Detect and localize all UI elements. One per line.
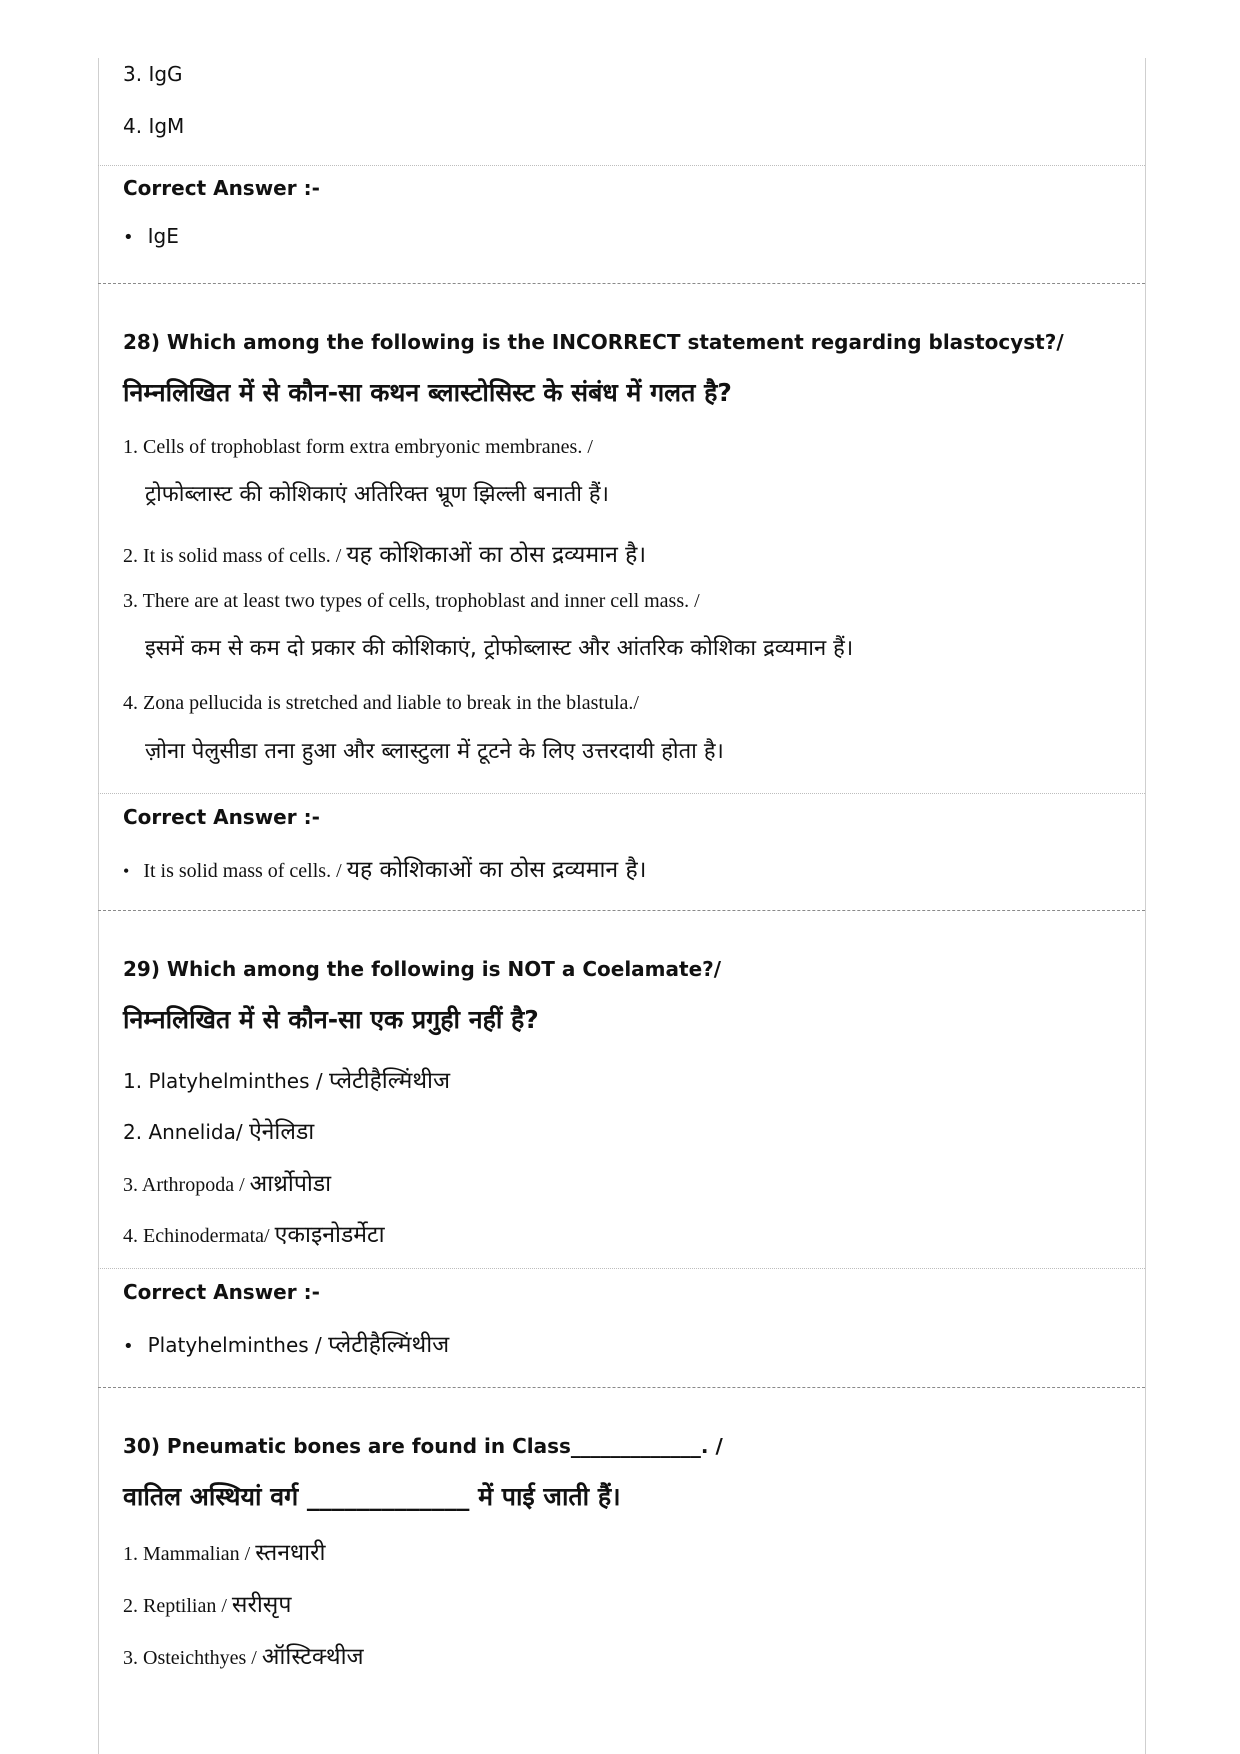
q30-option-3-hindi: ऑस्टिक्थीज [261,1644,364,1670]
q30-option-2-en: 2. Reptilian / [123,1595,227,1617]
q28-correct-answer-hindi: यह कोशिकाओं का ठोस द्रव्यमान है। [346,857,647,883]
q29-option-4-hindi: एकाइनोडर्मेटा [274,1222,385,1248]
q29-option-2-en: 2. Annelida/ [123,1120,243,1144]
question-separator [98,910,1145,911]
q28-correct-answer-label: Correct Answer :- [123,805,320,829]
q27-correct-answer-text: IgE [147,224,179,248]
q29-option-2-hindi: ऐनेलिडा [248,1119,315,1145]
q28-option-4: 4. Zona pellucida is stretched and liable to break in the blastula./ [123,692,639,714]
q28-correct-answer [123,852,646,884]
question-page [98,0,1145,1754]
q29-option-1 [123,1063,450,1095]
q29-correct-answer-hindi: प्लेटीहैल्मिंथीज [328,1332,450,1358]
q29-correct-answer-label: Correct Answer :- [123,1280,320,1304]
q28-option-3-hindi: इसमें कम से कम दो प्रकार की कोशिकाएं, ट्रोफोब्लास्ट और आंतरिक कोशिका द्रव्यमान हैं। [145,636,854,661]
divider [98,165,1145,166]
q30-option-1-hindi: स्तनधारी [255,1540,326,1566]
q30-title-hindi: वातिल अस्थियां वर्ग _____________ में पाई जाती हैं। [123,1482,621,1511]
divider [98,1268,1145,1269]
q27-option-4: 4. IgM [123,114,185,138]
q27-correct-answer-label: Correct Answer :- [123,176,320,200]
q30-title: 30) Pneumatic bones are found in Class_____________. / [123,1434,723,1458]
q28-option-2 [123,537,646,569]
q30-option-1-en: 1. Mammalian / [123,1543,251,1565]
q27-correct-answer [123,224,179,248]
q30-option-1 [123,1535,326,1567]
q29-correct-answer [123,1327,449,1359]
q30-option-3 [123,1639,364,1671]
q29-option-3 [123,1166,331,1198]
q29-option-4-en: 4. Echinodermata/ [123,1225,270,1247]
q28-option-2-hindi: यह कोशिकाओं का ठोस द्रव्यमान है। [346,542,647,568]
q29-option-1-en: 1. Platyhelminthes / [123,1069,323,1093]
question-separator [98,283,1145,284]
q29-option-3-en: 3. Arthropoda / [123,1174,245,1196]
q29-correct-answer-en: Platyhelminthes / [147,1333,322,1357]
q28-correct-answer-en: It is solid mass of cells. / [143,860,342,882]
q28-option-1-hindi: ट्रोफोब्लास्ट की कोशिकाएं अतिरिक्त भ्रूण झिल्ली बनाती हैं। [145,482,609,507]
q28-option-1: 1. Cells of trophoblast form extra embryonic membranes. / [123,436,593,458]
q28-option-2-en: 2. It is solid mass of cells. / [123,545,342,567]
q30-option-3-en: 3. Osteichthyes / [123,1647,257,1669]
q29-title-hindi: निम्नलिखित में से कौन-सा एक प्रगुही नहीं है? [123,1005,539,1034]
page-border-right [1145,58,1146,1754]
q30-option-2-hindi: सरीसृप [231,1592,292,1618]
question-separator [98,1387,1145,1388]
q30-option-2 [123,1587,291,1619]
q29-title: 29) Which among the following is NOT a Coelamate?/ [123,957,722,981]
q29-option-3-hindi: आर्थ्रोपोडा [249,1171,332,1197]
q28-title: 28) Which among the following is the INCORRECT statement regarding blastocyst?/ [123,330,1064,354]
divider [98,793,1145,794]
q29-option-1-hindi: प्लेटीहैल्मिंथीज [328,1068,451,1094]
q28-option-3: 3. There are at least two types of cells, trophoblast and inner cell mass. / [123,590,700,612]
q29-option-2 [123,1114,314,1146]
q27-option-3: 3. IgG [123,62,183,86]
q28-option-4-hindi: ज़ोना पेलुसीडा तना हुआ और ब्लास्टुला में टूटने के लिए उत्तरदायी होता है। [145,739,724,764]
q28-title-hindi: निम्नलिखित में से कौन-सा कथन ब्लास्टोसिस्ट के संबंध में गलत है? [123,378,732,407]
q29-option-4 [123,1217,385,1249]
